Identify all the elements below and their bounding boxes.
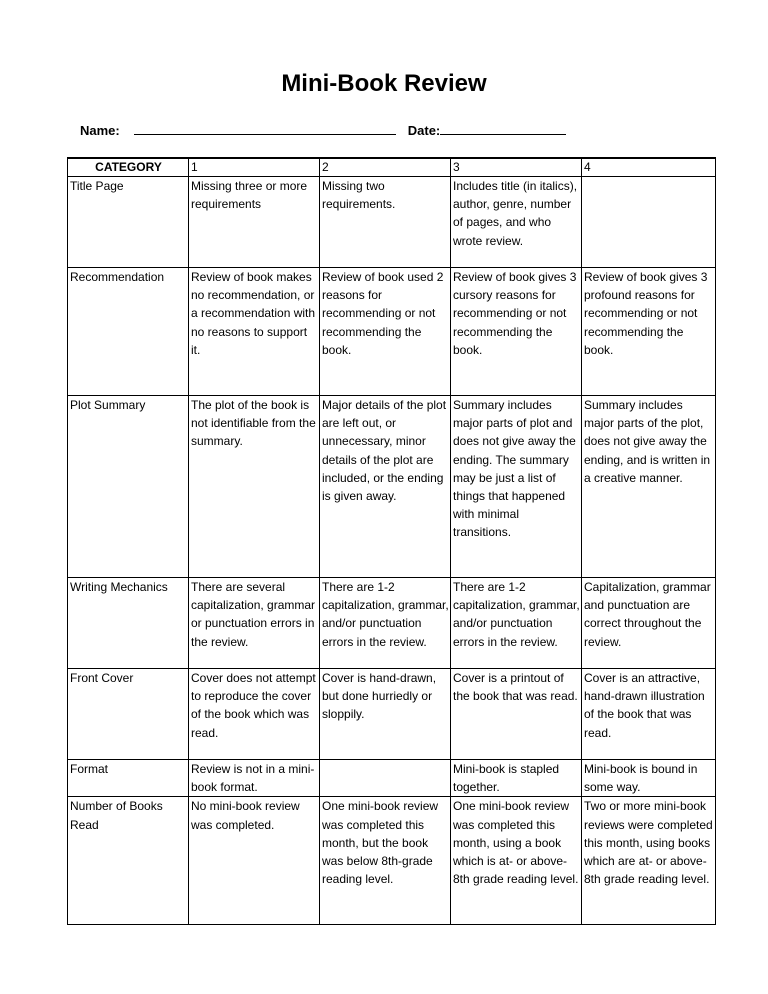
rubric-cell: There are several capitalization, grammar or punctuation errors in the review. <box>189 578 320 669</box>
rubric-cell: Major details of the plot are left out, or unnecessary, minor details of the plot are included, or the ending is given away. <box>320 396 451 578</box>
rubric-cell: Summary includes major parts of plot and does not give away the ending. The summary may be just a list of things that happened with minimal transitions. <box>451 396 582 578</box>
table-row <box>68 760 716 797</box>
rubric-cell: Two or more mini-book reviews were completed this month, using books which are at- or above-8th grade reading level. <box>582 797 716 925</box>
category-cell: Number of Books Read <box>68 797 189 925</box>
rubric-cell <box>320 760 451 797</box>
rubric-cell: Cover is hand-drawn, but done hurriedly or sloppily. <box>320 669 451 760</box>
header-category: CATEGORY <box>68 158 189 177</box>
category-cell: Front Cover <box>68 669 189 760</box>
category-cell: Title Page <box>68 177 189 268</box>
rubric-cell: Includes title (in italics), author, genre, number of pages, and who wrote review. <box>451 177 582 268</box>
rubric-table <box>67 157 716 925</box>
rubric-cell: Missing two requirements. <box>320 177 451 268</box>
header-score-3: 3 <box>451 158 582 177</box>
name-date-line <box>80 122 566 138</box>
table-row <box>68 669 716 760</box>
table-row <box>68 177 716 268</box>
header-score-2: 2 <box>320 158 451 177</box>
rubric-cell <box>582 177 716 268</box>
page-title: Mini-Book Review <box>281 70 487 97</box>
rubric-cell: Mini-book is bound in some way. <box>582 760 716 797</box>
rubric-cell: There are 1-2 capitalization, grammar, and/or punctuation errors in the review. <box>320 578 451 669</box>
rubric-cell: There are 1-2 capitalization, grammar, and/or punctuation errors in the review. <box>451 578 582 669</box>
category-cell: Recommendation <box>68 268 189 396</box>
category-cell: Format <box>68 760 189 797</box>
name-label: Name: <box>80 123 120 138</box>
rubric-cell: Review of book makes no recommendation, or a recommendation with no reasons to support it. <box>189 268 320 396</box>
rubric-cell: No mini-book review was completed. <box>189 797 320 925</box>
table-row <box>68 268 716 396</box>
date-label: Date: <box>407 123 441 138</box>
date-field[interactable] <box>440 122 566 135</box>
rubric-cell: Missing three or more requirements <box>189 177 320 268</box>
rubric-cell: The plot of the book is not identifiable from the summary. <box>189 396 320 578</box>
header-score-1: 1 <box>189 158 320 177</box>
table-row <box>68 797 716 925</box>
header-score-4: 4 <box>582 158 716 177</box>
name-field[interactable] <box>134 122 396 135</box>
rubric-cell: Cover is a printout of the book that was read. <box>451 669 582 760</box>
category-cell: Plot Summary <box>68 396 189 578</box>
table-row <box>68 578 716 669</box>
rubric-cell: Review of book gives 3 profound reasons for recommending or not recommending the book. <box>582 268 716 396</box>
rubric-cell: One mini-book review was completed this month, using a book which is at- or above-8th grade reading level. <box>451 797 582 925</box>
rubric-cell: Review is not in a mini-book format. <box>189 760 320 797</box>
rubric-cell: Summary includes major parts of the plot, does not give away the ending, and is written in a creative manner. <box>582 396 716 578</box>
rubric-cell: One mini-book review was completed this month, but the book was below 8th-grade reading level. <box>320 797 451 925</box>
rubric-cell: Review of book gives 3 cursory reasons for recommending or not recommending the book. <box>451 268 582 396</box>
rubric-cell: Cover does not attempt to reproduce the cover of the book which was read. <box>189 669 320 760</box>
category-cell: Writing Mechanics <box>68 578 189 669</box>
rubric-cell: Cover is an attractive, hand-drawn illustration of the book that was read. <box>582 669 716 760</box>
rubric-cell: Mini-book is stapled together. <box>451 760 582 797</box>
table-header-row <box>68 158 716 177</box>
rubric-cell: Capitalization, grammar and punctuation are correct throughout the review. <box>582 578 716 669</box>
rubric-cell: Review of book used 2 reasons for recommending or not recommending the book. <box>320 268 451 396</box>
table-row <box>68 396 716 578</box>
